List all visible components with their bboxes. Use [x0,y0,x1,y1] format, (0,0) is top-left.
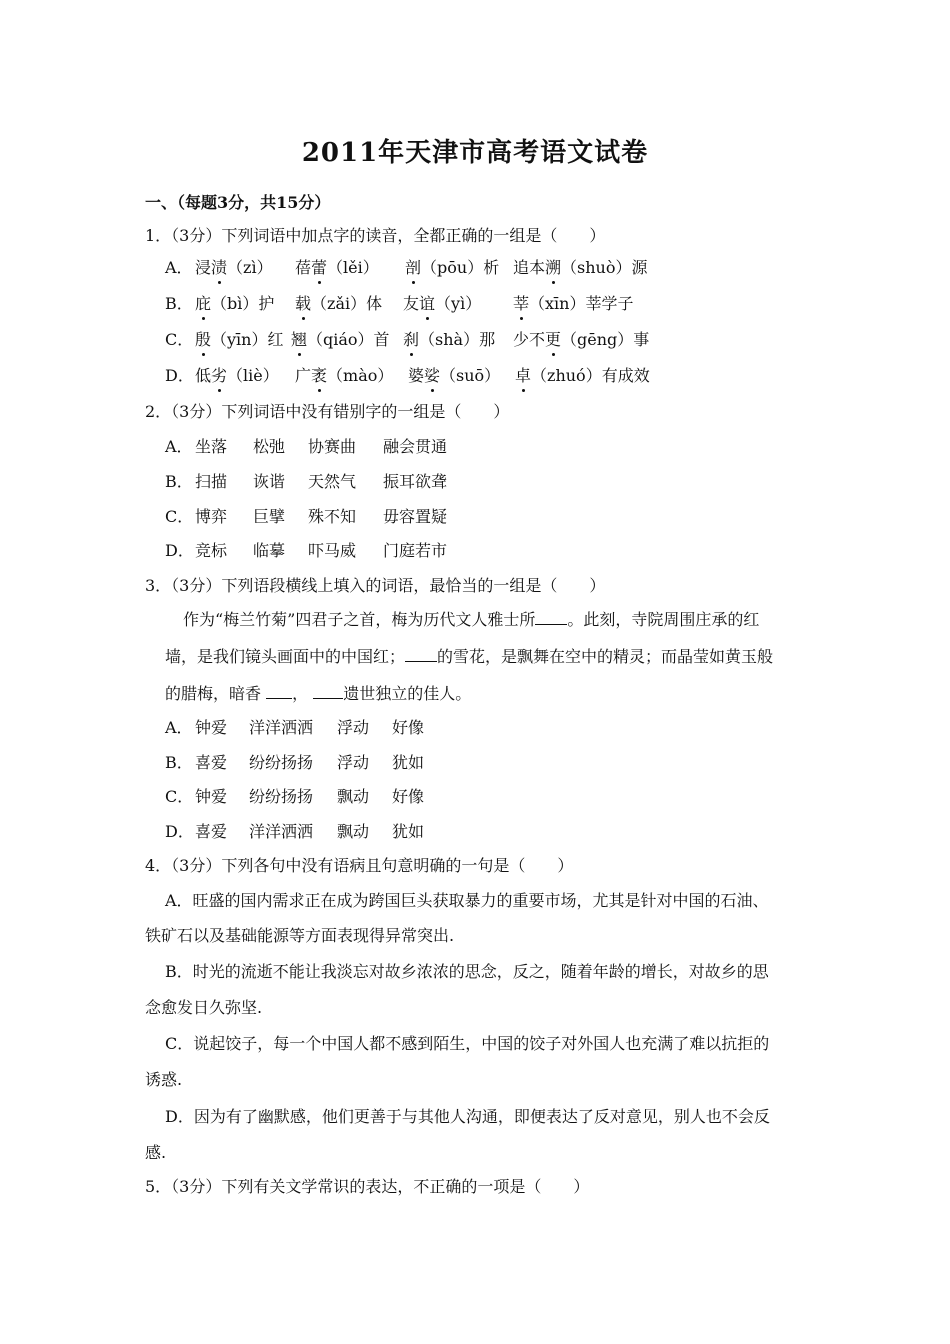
option-word: 浮动 [337,718,370,737]
word-text: 低 [195,366,212,385]
option-word: 扫描 [195,472,228,491]
dotted-char: 渍 [211,258,228,277]
pinyin: （pōu）析 [421,258,500,277]
pinyin: （mào） [327,366,394,385]
question-4-option-a-line-1: A．旺盛的国内需求正在成为跨国巨头获取暴力的重要市场，尤其是针对中国的石油、 [165,891,769,910]
option-row [165,822,665,842]
word-text: 友 [403,294,420,313]
passage-text: 的腊梅，暗香 [165,684,262,703]
option-label: C． [165,787,194,806]
question-3-passage-line-2 [165,647,773,667]
option-word: 天然气 [308,472,357,491]
option-word: 竞标 [195,541,228,560]
option-label: D． [165,366,194,385]
section-heading: 一、（每题3分，共15分） [145,193,331,212]
dotted-char: 溯 [545,258,562,277]
pinyin: （xīn）莘学子 [529,294,634,313]
passage-text: 墙，是我们镜头画面中的中国红； [165,647,406,666]
passage-text: 作为“梅兰竹菊”四君子之首，梅为历代文人雅士所 [183,610,536,629]
option-row [165,437,665,457]
option-word: 浮动 [337,753,370,772]
pinyin: （zǎi）体 [311,294,383,313]
dotted-char: 殷 [195,330,212,349]
passage-text: 。此刻，寺院周围庄承的红 [567,610,760,629]
dotted-char: 劣 [211,366,228,385]
pinyin: （suō） [440,366,501,385]
option-row [165,753,665,773]
question-1-option-c [165,330,865,350]
option-word: 振耳欲聋 [383,472,448,491]
option-word: 洋洋洒洒 [249,718,314,737]
option-row [165,787,665,807]
word-text: 婆 [408,366,425,385]
option-word: 协赛曲 [308,437,357,456]
question-1-option-d [165,366,865,386]
question-4-option-d-line-2: 感. [145,1143,167,1162]
pinyin: （shuò）源 [561,258,648,277]
dotted-char: 载 [295,294,312,313]
word-text: 蓓 [295,258,312,277]
option-row [165,472,665,492]
pinyin: （yì） [435,294,482,313]
dotted-char: 蕾 [311,258,328,277]
pinyin: （zhuó）有成效 [531,366,650,385]
dotted-char: 莘 [513,294,530,313]
option-word: 好像 [392,718,425,737]
passage-text: 遗世独立的佳人。 [343,684,472,703]
question-1-option-a [165,258,865,278]
option-label: D． [165,822,194,841]
option-word: 喜爱 [195,822,228,841]
option-word: 飘动 [337,822,370,841]
dotted-char: 更 [545,330,562,349]
passage-text: ， [292,684,309,703]
pinyin: （yīn）红 [211,330,284,349]
question-4-option-d-line-1: D．因为有了幽默感，他们更善于与其他人沟通，即便表达了反对意见，别人也不会反 [165,1107,770,1126]
word-text: 少不 [513,330,546,349]
question-3-passage-line-3 [165,684,471,704]
word-text: 广 [295,366,312,385]
pinyin: （shà）那 [419,330,496,349]
dotted-char: 庇 [195,294,212,313]
fill-blank [405,647,437,662]
pinyin: （gēng）事 [561,330,650,349]
fill-blank [535,610,567,625]
dotted-char: 袤 [311,366,328,385]
word-text: 浸 [195,258,212,277]
passage-text: 的雪花，是飘舞在空中的精灵；而晶莹如黄玉般 [437,647,774,666]
question-2-stem: 2．（3分）下列词语中没有错别字的一组是（ ） [145,402,510,421]
option-label: A． [165,718,193,737]
option-word: 门庭若市 [383,541,448,560]
question-5-stem: 5．（3分）下列有关文学常识的表达，不正确的一项是（ ） [145,1177,590,1196]
dotted-char: 谊 [419,294,436,313]
option-label: C． [165,507,194,526]
option-word: 犹如 [392,822,425,841]
fill-blank [313,684,343,699]
question-3-stem: 3．（3分）下列语段横线上填入的词语，最恰当的一组是（ ） [145,576,606,595]
pinyin: （lěi） [327,258,379,277]
option-row [165,718,665,738]
option-label: A． [165,437,193,456]
option-word: 毋容置疑 [383,507,448,526]
question-4-option-c-line-2: 诱惑. [145,1070,183,1089]
option-word: 松弛 [253,437,286,456]
option-word: 博弈 [195,507,228,526]
question-4-option-a-line-2: 铁矿石以及基础能源等方面表现得异常突出. [145,926,455,945]
question-4-option-b-line-2: 念愈发日久弥坚. [145,998,263,1017]
pinyin: （liè） [227,366,279,385]
dotted-char: 剖 [405,258,422,277]
option-word: 好像 [392,787,425,806]
page-title: 2011年天津市高考语文试卷 [301,138,649,168]
option-word: 诙谐 [253,472,286,491]
dotted-char: 翘 [291,330,308,349]
option-label: B． [165,472,193,491]
dotted-char: 刹 [403,330,420,349]
fill-blank [266,684,292,699]
question-1-stem: 1．（3分）下列词语中加点字的读音，全都正确的一组是（ ） [145,226,606,245]
option-word: 吓马威 [308,541,357,560]
option-word: 融会贯通 [383,437,448,456]
option-word: 钟爱 [195,718,228,737]
option-label: B． [165,753,193,772]
option-label: D． [165,541,194,560]
option-word: 喜爱 [195,753,228,772]
option-label: C． [165,330,194,349]
option-word: 纷纷扬扬 [249,787,314,806]
option-label: A． [165,258,193,277]
option-word: 殊不知 [308,507,357,526]
pinyin: （zì） [227,258,273,277]
option-row [165,507,665,527]
option-row [165,541,665,561]
question-4-option-b-line-1: B．时光的流逝不能让我淡忘对故乡浓浓的思念，反之，随着年龄的增长，对故乡的思 [165,962,769,981]
pinyin: （bì）护 [211,294,275,313]
option-word: 飘动 [337,787,370,806]
option-word: 巨擘 [253,507,286,526]
option-word: 纷纷扬扬 [249,753,314,772]
option-word: 临摹 [253,541,286,560]
question-3-passage-line-1 [183,610,759,630]
question-4-option-c-line-1: C．说起饺子，每一个中国人都不感到陌生，中国的饺子对外国人也充满了难以抗拒的 [165,1034,770,1053]
option-word: 钟爱 [195,787,228,806]
dotted-char: 卓 [515,366,532,385]
option-label: B． [165,294,193,313]
word-text: 追本 [513,258,546,277]
option-word: 犹如 [392,753,425,772]
question-4-stem: 4．（3分）下列各句中没有语病且句意明确的一句是（ ） [145,856,574,875]
option-word: 洋洋洒洒 [249,822,314,841]
dotted-char: 娑 [424,366,441,385]
option-word: 坐落 [195,437,228,456]
pinyin: （qiáo）首 [307,330,390,349]
question-1-option-b [165,294,865,314]
